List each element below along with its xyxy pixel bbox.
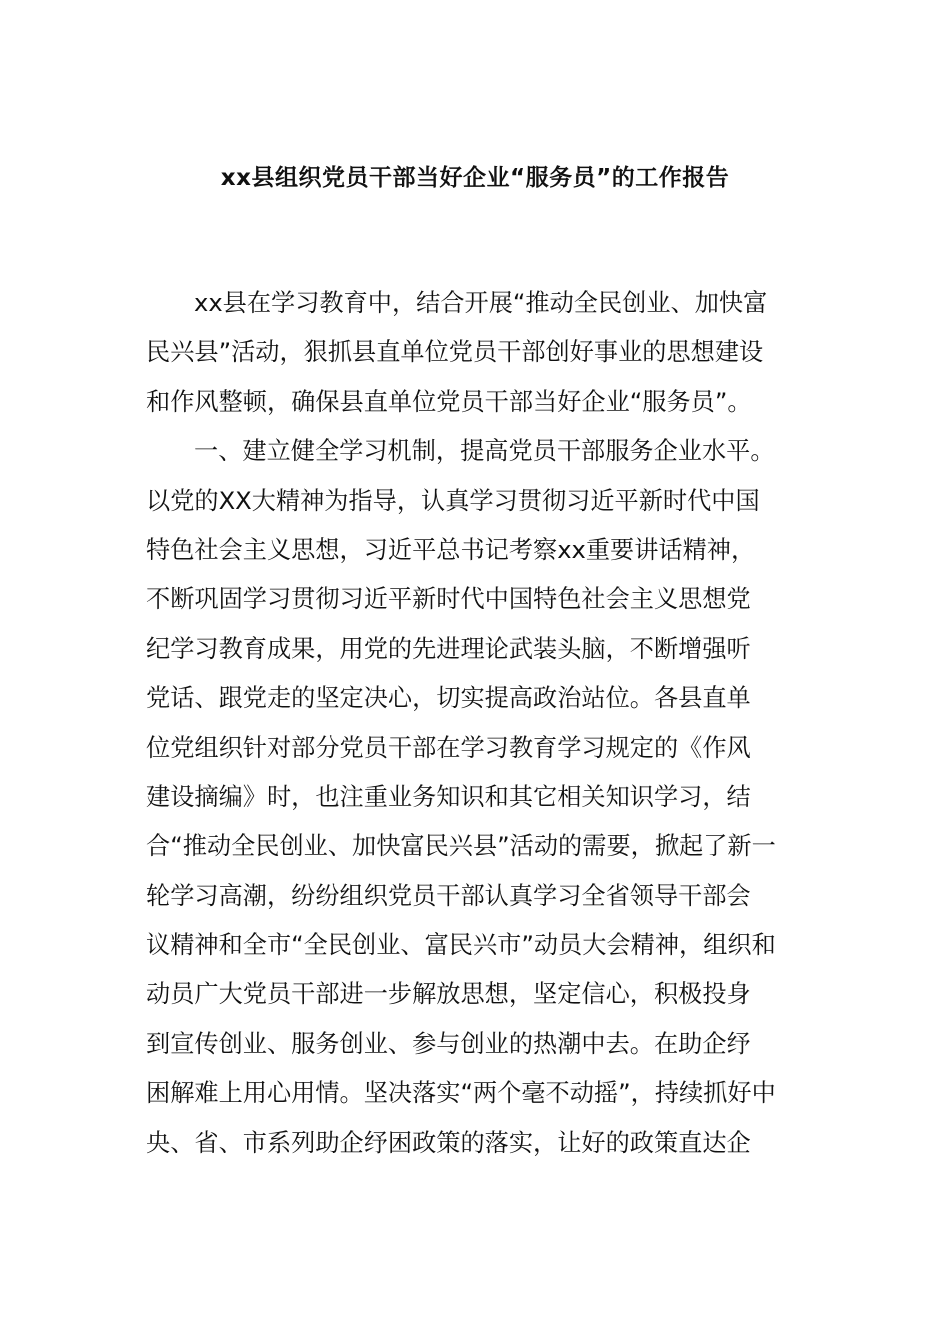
paragraph-line: 央、省、市系列助企纾困政策的落实，让好的政策直达企 <box>146 1128 751 1157</box>
paragraph-line: 动员广大党员干部进一步解放思想，坚定信心，积极投身 <box>146 980 751 1009</box>
paragraph-line: 不断巩固学习贯彻习近平新时代中国特色社会主义思想党 <box>146 585 751 614</box>
paragraph-line: 党话、跟党走的坚定决心，切实提高政治站位。各县直单 <box>146 684 751 713</box>
paragraph-line: xx县在学习教育中，结合开展“推动全民创业、加快富 <box>194 289 768 317</box>
paragraph-line: 议精神和全市“全民创业、富民兴市”动员大会精神，组织和 <box>146 931 776 960</box>
paragraph-line: 和作风整顿，确保县直单位党员干部当好企业“服务员”。 <box>146 387 752 416</box>
paragraph-line: 以党的XX大精神为指导，认真学习贯彻习近平新时代中国 <box>146 486 760 515</box>
paragraph-line: 困解难上用心用情。坚决落实“两个毫不动摇”，持续抓好中 <box>146 1079 776 1108</box>
paragraph-line: 合“推动全民创业、加快富民兴县”活动的需要，掀起了新一 <box>146 832 776 861</box>
paragraph-line: 纪学习教育成果，用党的先进理论武装头脑，不断增强听 <box>146 634 751 663</box>
paragraph-line: 轮学习高潮，纷纷组织党员干部认真学习全省领导干部会 <box>146 881 751 910</box>
section-heading-line: 一、建立健全学习机制，提高党员干部服务企业水平。 <box>194 437 775 466</box>
paragraph-line: 到宣传创业、服务创业、参与创业的热潮中去。在助企纾 <box>146 1029 751 1058</box>
document-body <box>146 279 808 1168</box>
paragraph-line: 特色社会主义思想，习近平总书记考察xx重要讲话精神， <box>146 535 756 564</box>
document-title: xx县组织党员干部当好企业“服务员”的工作报告 <box>220 165 730 191</box>
paragraph-line: 位党组织针对部分党员干部在学习教育学习规定的《作风 <box>146 733 751 762</box>
paragraph-line: 民兴县”活动，狠抓县直单位党员干部创好事业的思想建设 <box>146 338 764 367</box>
paragraph-line: 建设摘编》时，也注重业务知识和其它相关知识学习，结 <box>146 782 751 811</box>
